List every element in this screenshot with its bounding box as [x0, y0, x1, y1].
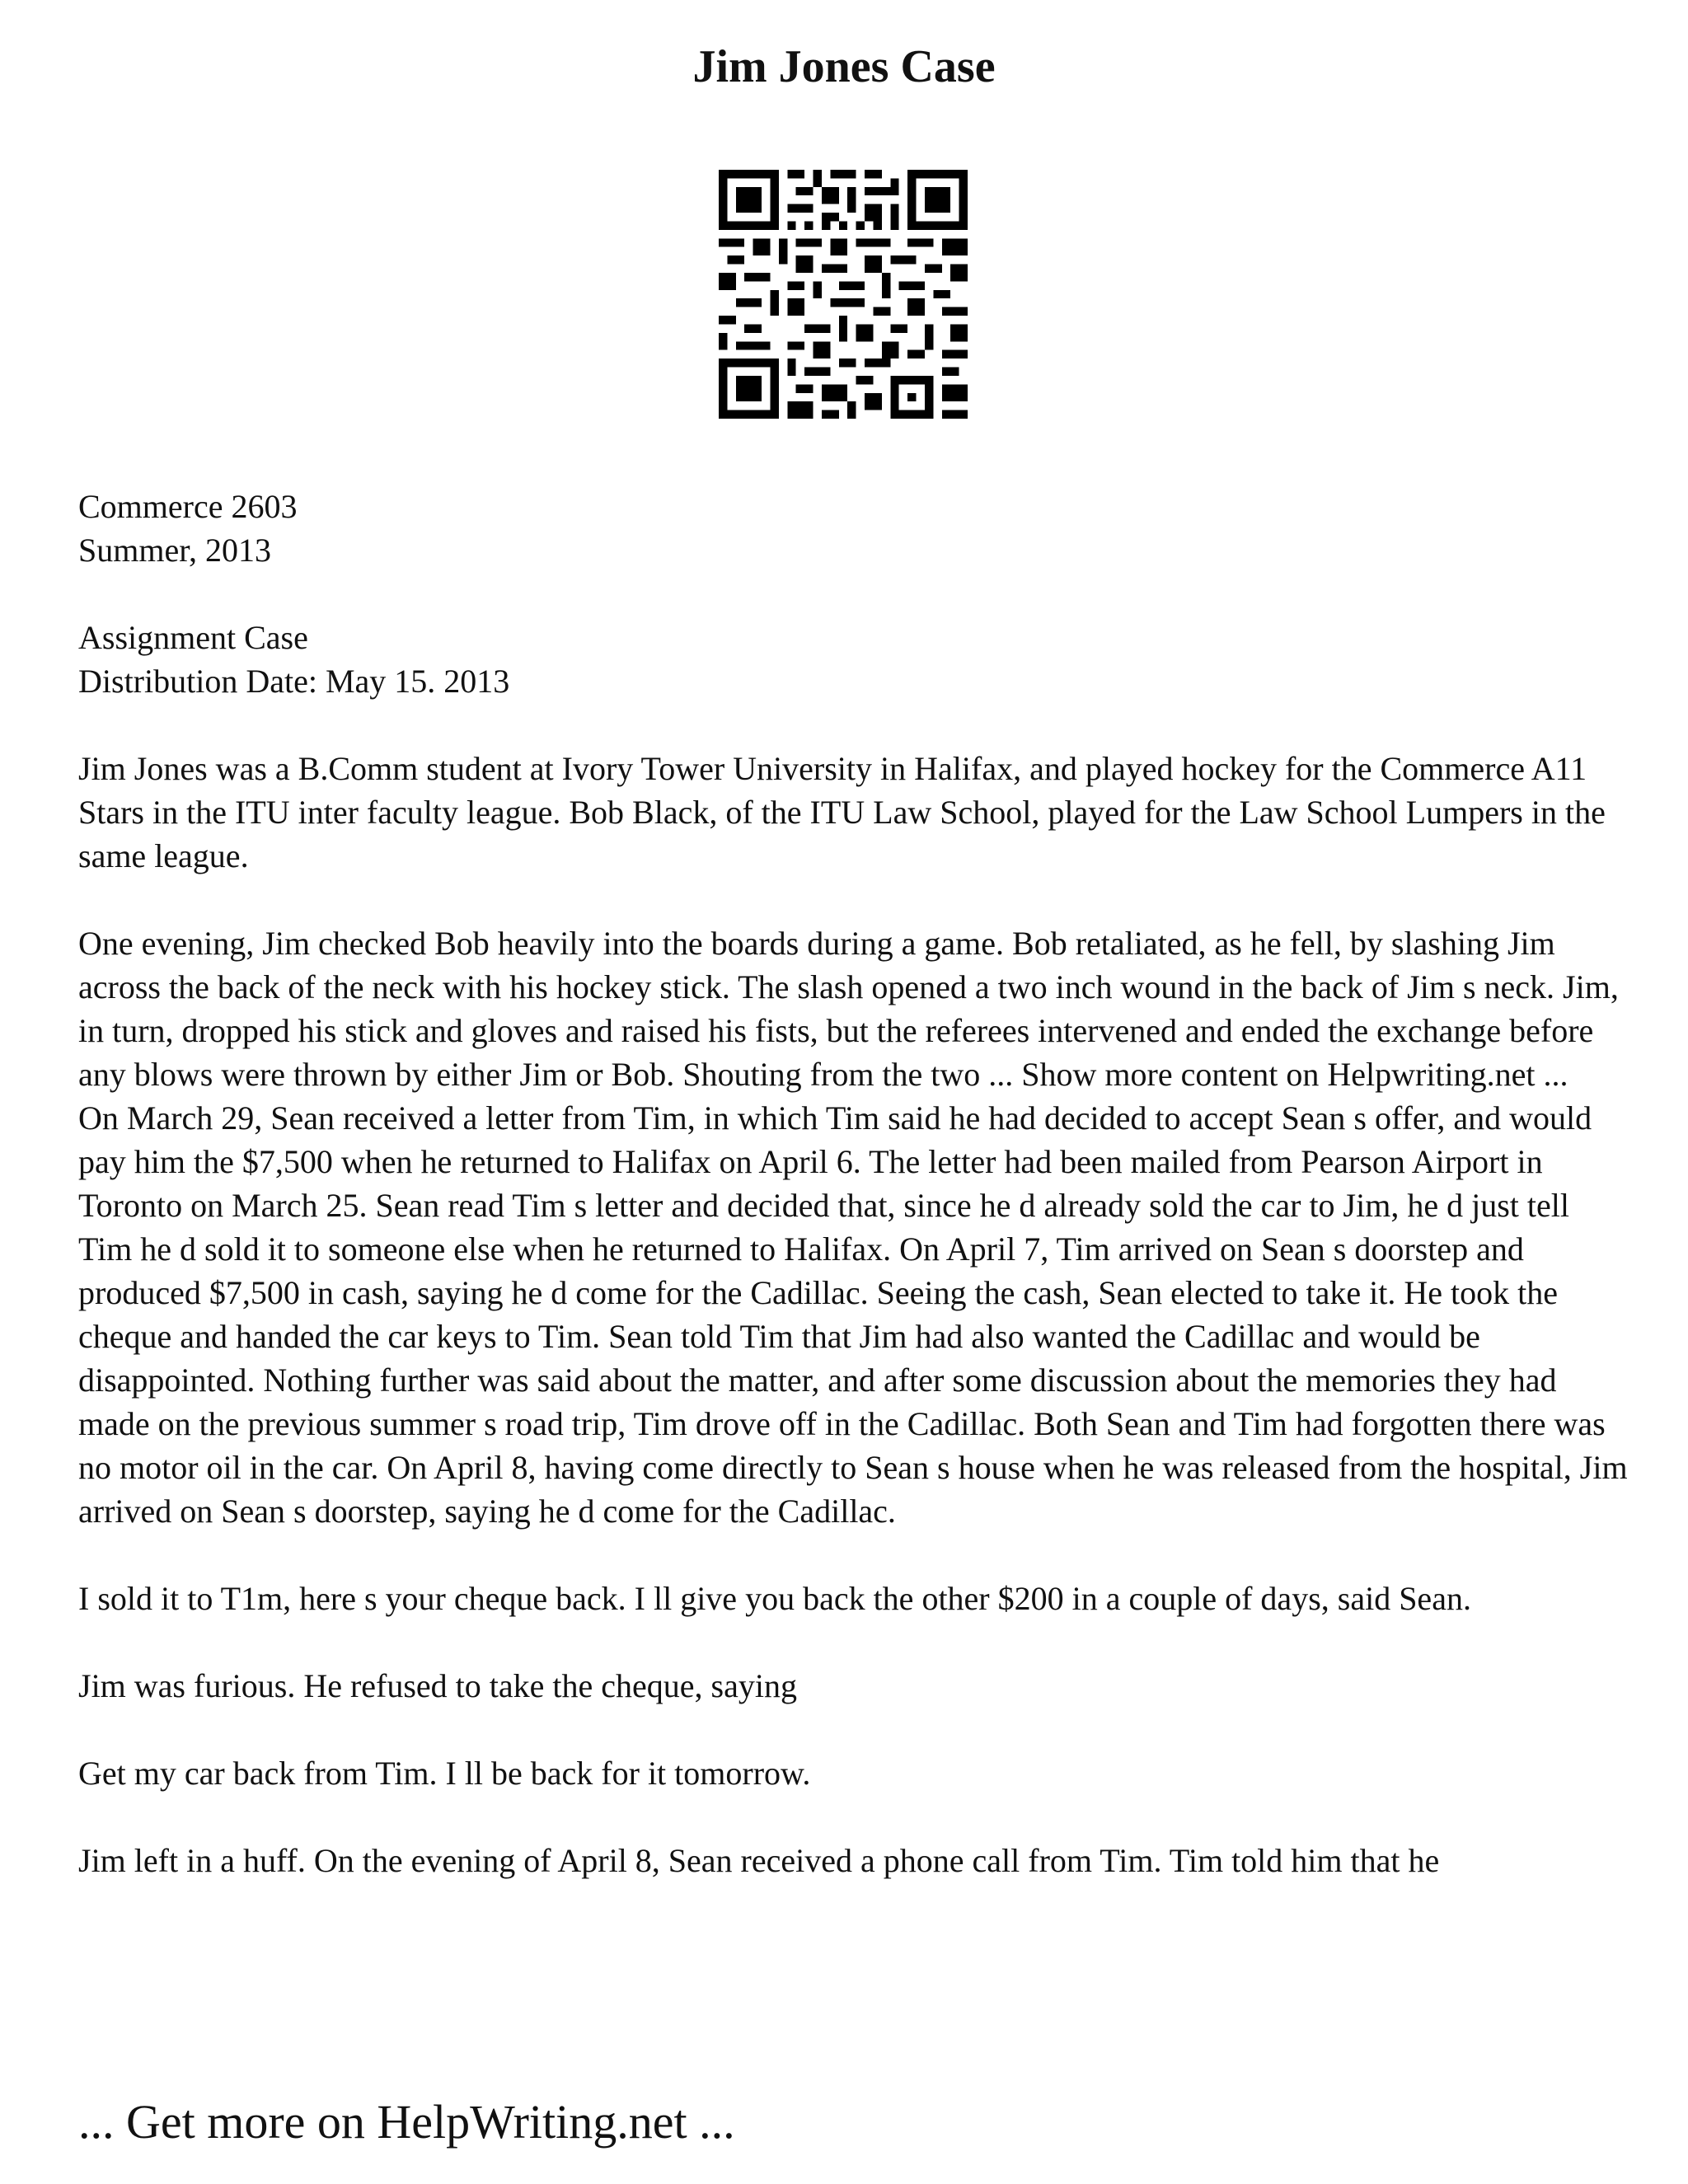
paragraph-intro: Jim Jones was a B.Comm student at Ivory Tower University in Halifax, and played hockey for the Commerce A11 Stars in the ITU inter faculty league. Bob Black, of the ITU Law School, played for the Law School Lumpers in the same league.: [78, 750, 1606, 874]
paragraph-sean-quote: I sold it to T1m, here s your cheque back. I ll give you back the other $200 in a couple of days, said Sean.: [78, 1580, 1471, 1617]
paragraph-jim-quote: Get my car back from Tim. I ll be back for it tomorrow.: [78, 1755, 811, 1792]
course-line: Commerce 2603: [78, 488, 298, 525]
paragraph-phone-call: Jim left in a huff. On the evening of April 8, Sean received a phone call from Tim. Tim told him that he: [78, 1842, 1440, 1879]
qr-code-icon: [719, 170, 968, 419]
paragraph-hockey: One evening, Jim checked Bob heavily into the boards during a game. Bob retaliated, as he fell, by slashing Jim across the back of the neck with his hockey stick. The slash opened a two inch wound in the back of Jim s neck. Jim, in turn, dropped his stick and gloves and raised his fists, but the referees intervened and ended the exchange before any blows were thrown by either Jim or Bob. Shouting from the two ... Show more content on Helpwriting.net ...: [78, 925, 1619, 1093]
assignment-line: Assignment Case: [78, 619, 308, 656]
term-line: Summer, 2013: [78, 532, 271, 569]
document-body: [78, 485, 1628, 1882]
get-more-link[interactable]: ... Get more on HelpWriting.net ...: [78, 2095, 735, 2149]
paragraph-cadillac: On March 29, Sean received a letter from Tim, in which Tim said he had decided to accept Sean s offer, and would pay him the $7,500 when he returned to Halifax on April 6. The letter had been mailed from Pearson Airport in Toronto on March 25. Sean read Tim s letter and decided that, since he d already sold the car to Jim, he d just tell Tim he d sold it to someone else when he returned to Halifax. On April 7, Tim arrived on Sean s doorstep and produced $7,500 in cash, saying he d come for the Cadillac. Seeing the cash, Sean elected to take it. He took the cheque and handed the car keys to Tim. Sean told Tim that Jim had also wanted the Cadillac and would be disappointed. Nothing further was said about the matter, and after some discussion about the memories they had made on the previous summer s road trip, Tim drove off in the Cadillac. Both Sean and Tim had forgotten there was no motor oil in the car. On April 8, having come directly to Sean s house when he was released from the hospital, Jim arrived on Sean s doorstep, saying he d come for the Cadillac.: [78, 1099, 1628, 1530]
distribution-date: Distribution Date: May 15. 2013: [78, 663, 510, 700]
page-title: Jim Jones Case: [692, 41, 996, 92]
paragraph-jim-furious: Jim was furious. He refused to take the cheque, saying: [78, 1667, 797, 1704]
